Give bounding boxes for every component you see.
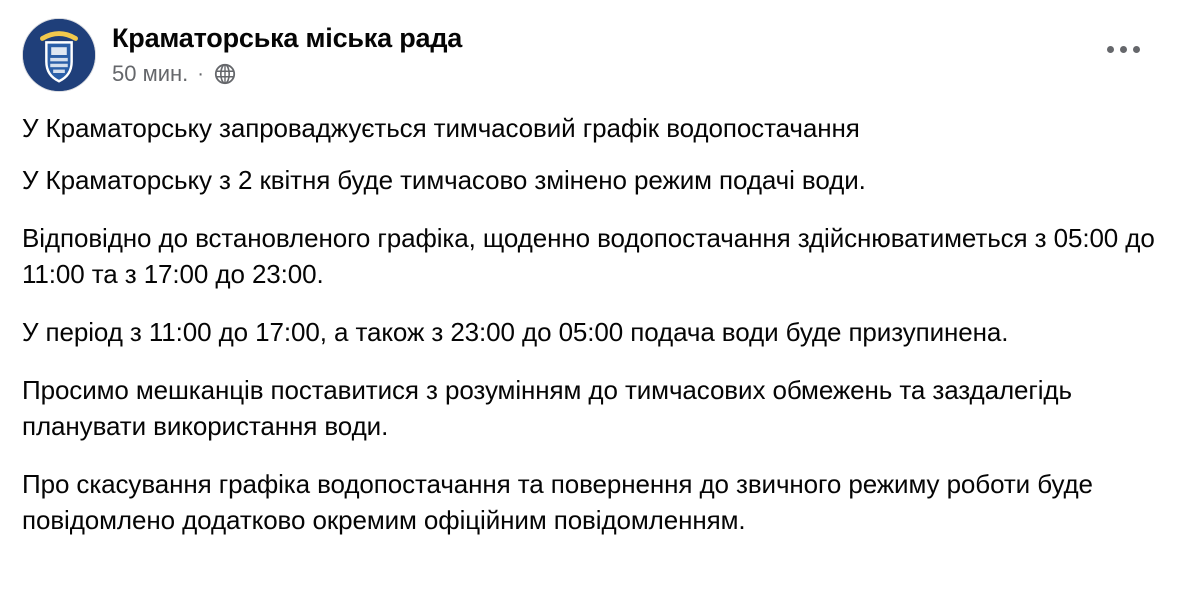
post-paragraph: Просимо мешканців поставитися з розумінням до тимчасових обмежень та заздалегідь планувати використання води. <box>22 375 1072 441</box>
avatar[interactable] <box>22 18 96 92</box>
post-paragraph: Про скасування графіка водопостачання та повернення до звичного режиму роботи буде повідомлено додатково окремим офіційним повідомленням. <box>22 469 1093 535</box>
more-options-icon[interactable] <box>1107 46 1140 53</box>
post-header <box>0 0 1184 92</box>
dot <box>1107 46 1114 53</box>
meta-separator: · <box>197 63 204 85</box>
post-paragraph: У Краматорську з 2 квітня буде тимчасово змінено режим подачі води. <box>22 165 866 195</box>
post-header-text <box>112 18 462 87</box>
dot <box>1120 46 1127 53</box>
post-meta <box>112 61 462 87</box>
dot <box>1133 46 1140 53</box>
post-paragraph: Відповідно до встановленого графіка, щоденно водопостачання здійснюватиметься з 05:00 до 11:00 та з 17:00 до 23:00. <box>22 223 1155 289</box>
post-paragraph: У період з 11:00 до 17:00, а також з 23:00 до 05:00 подача води буде призупинена. <box>22 317 1009 347</box>
page-name[interactable]: Краматорська міська рада <box>112 23 463 53</box>
post-timestamp[interactable]: 50 мин. <box>112 61 189 86</box>
globe-public-icon[interactable] <box>213 62 237 86</box>
post-body <box>0 92 1184 538</box>
post-paragraph: У Краматорську запроваджується тимчасовий графік водопостачання <box>22 113 860 143</box>
